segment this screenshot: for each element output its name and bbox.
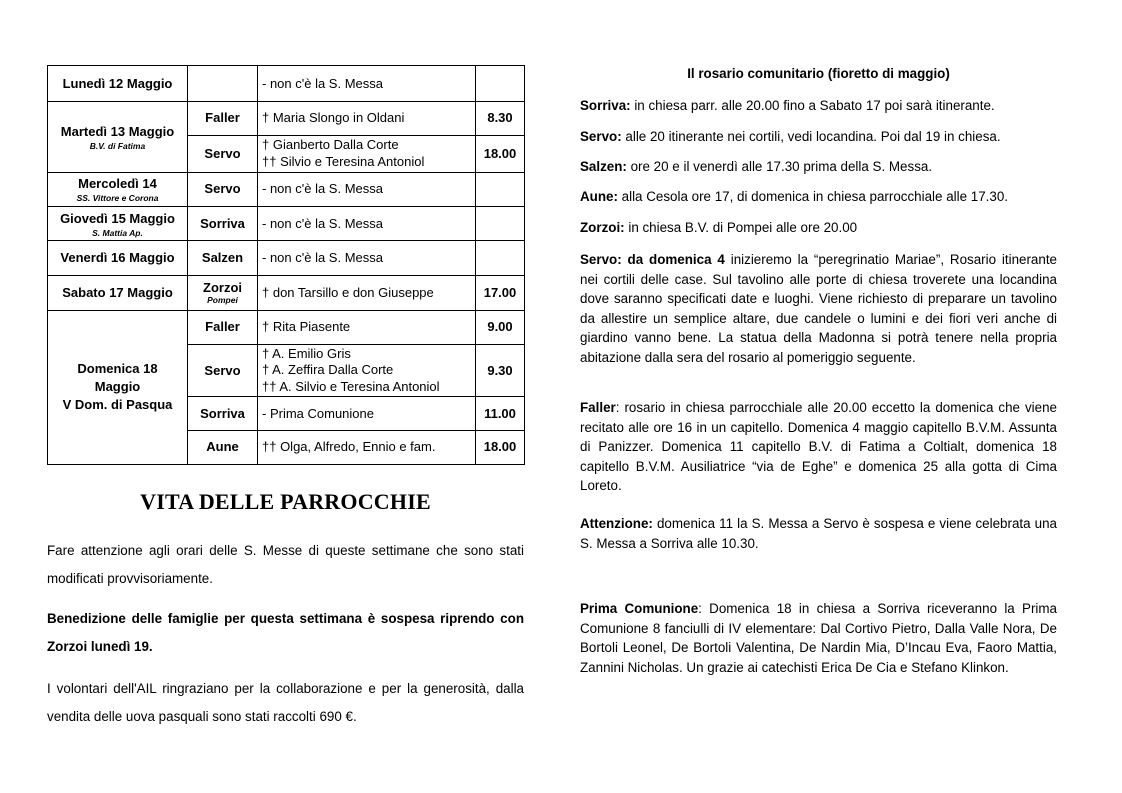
time-cell: 11.00 (476, 397, 525, 430)
table-row (48, 172, 525, 206)
place-cell: Sorriva (188, 397, 258, 430)
intention-cell: - non c'è la S. Messa (258, 207, 476, 241)
time-cell: 18.00 (476, 430, 525, 464)
time-cell: 17.00 (476, 275, 525, 310)
rosary-faller: Faller: rosario in chiesa parrocchiale alle 20.00 eccetto la domenica che viene recitato alle ore 16 in un capitello. Domenica 4 maggio capitello B.V.M. Assunta di Panizzer. Domenica 11 capitello B.V. di Fatima a Coltialt, domenica 18 capitello B.V.M. Ausiliatrice “via de Eghe” e domenica 25 alla gotta di Cima Loreto. (580, 400, 1057, 493)
time-cell: 9.30 (476, 345, 525, 397)
table-row (48, 66, 525, 102)
table-row (48, 241, 525, 275)
day-cell: Mercoledì 14 SS. Vittore e Corona (48, 172, 188, 206)
day-cell: Domenica 18 Maggio V Dom. di Pasqua (48, 310, 188, 464)
rosary-servo: Servo: alle 20 itinerante nei cortili, vedi locandina. Poi dal 19 in chiesa. (580, 129, 1001, 144)
place-cell (188, 66, 258, 102)
day-cell: Lunedì 12 Maggio (48, 66, 188, 102)
table-row (48, 207, 525, 241)
place-cell: Faller (188, 102, 258, 135)
place-cell: Salzen (188, 241, 258, 275)
notice-attenzione: Attenzione: domenica 11 la S. Messa a Servo è sospesa e viene celebrata una S. Messa a Sorriva alle 10.30. (580, 516, 1057, 551)
rosary-title: Il rosario comunitario (fioretto di maggio) (687, 66, 950, 81)
day-cell: Venerdì 16 Maggio (48, 241, 188, 275)
day-cell: Sabato 17 Maggio (48, 275, 188, 310)
time-cell (476, 66, 525, 102)
day-cell: Martedì 13 Maggio B.V. di Fatima (48, 102, 188, 173)
intention-cell: - non c'è la S. Messa (258, 241, 476, 275)
place-cell: Aune (188, 430, 258, 464)
place-cell: Zorzoi Pompei (188, 275, 258, 310)
day-cell: Giovedì 15 Maggio S. Mattia Ap. (48, 207, 188, 241)
place-cell: Servo (188, 135, 258, 172)
time-cell (476, 241, 525, 275)
section-title: VITA DELLE PARROCCHIE (140, 489, 431, 514)
place-cell: Servo (188, 345, 258, 397)
time-cell: 18.00 (476, 135, 525, 172)
intention-cell: - Prima Comunione (258, 397, 476, 430)
time-cell (476, 207, 525, 241)
time-cell: 9.00 (476, 310, 525, 344)
intention-cell: † A. Emilio Gris † A. Zeffira Dalla Corte †† A. Silvio e Teresina Antoniol (258, 345, 476, 397)
table-row (48, 310, 525, 344)
intention-cell: † Rita Piasente (258, 310, 476, 344)
place-cell: Faller (188, 310, 258, 344)
rosary-sorriva: Sorriva: in chiesa parr. alle 20.00 fino a Sabato 17 poi sarà itinerante. (580, 98, 995, 113)
table-row (48, 102, 525, 135)
intention-cell: † Maria Slongo in Oldani (258, 102, 476, 135)
intention-cell: † don Tarsillo e don Giuseppe (258, 275, 476, 310)
notice-blessing-suspended: Benedizione delle famiglie per questa settimana è sospesa riprendo con Zorzoi lunedì 19. (47, 611, 524, 654)
rosary-servo-peregrinatio: Servo: da domenica 4 inizieremo la “peregrinatio Mariae”, Rosario itinerante nei cortili delle case. Sul tavolino alle porte di chiesa troverete una locandina dove saranno specificati date e luoghi. Viene richiesto di preparare un tavolino da allestire un semplice altare, due candele o lumini e dei fiori veri anche di giardino vanno bene. La statua della Madonna si potrà tenere nella propria abitazione dalla sera del rosario al pomeriggio seguente. (580, 252, 1057, 365)
rosary-zorzoi: Zorzoi: in chiesa B.V. di Pompei alle ore 20.00 (580, 220, 858, 235)
table-row (48, 275, 525, 310)
rosary-salzen: Salzen: ore 20 e il venerdì alle 17.30 prima della S. Messa. (580, 159, 933, 174)
rosary-aune: Aune: alla Cesola ore 17, di domenica in chiesa parrocchiale alle 17.30. (580, 189, 1008, 204)
time-cell: 8.30 (476, 102, 525, 135)
place-cell: Sorriva (188, 207, 258, 241)
place-cell: Servo (188, 172, 258, 206)
time-cell (476, 172, 525, 206)
intention-cell: - non c'è la S. Messa (258, 172, 476, 206)
mass-schedule-table (47, 65, 525, 465)
intention-cell: †† Olga, Alfredo, Ennio e fam. (258, 430, 476, 464)
notice-prima-comunione: Prima Comunione: Domenica 18 in chiesa a Sorriva riceveranno la Prima Comunione 8 fanciulli di IV elementare: Dal Cortivo Pietro, Dalla Valle Nora, De Bortoli Leonel, De Bortoli Valentina, De Nardin Mia, D’Incau Eva, Faoro Mattia, Zannini Nicholas. Un grazie ai catechisti Erica De Cia e Stefano Klinkon. (580, 601, 1057, 675)
notice-ail-thanks: I volontari dell'AIL ringraziano per la collaborazione e per la generosità, dalla vendita delle uova pasquali sono stati raccolti 690 €. (47, 681, 524, 724)
intention-cell: † Gianberto Dalla Corte †† Silvio e Teresina Antoniol (258, 135, 476, 172)
notice-schedule-changes: Fare attenzione agli orari delle S. Messe di queste settimane che sono stati modificati provvisoriamente. (47, 543, 524, 586)
intention-cell: - non c'è la S. Messa (258, 66, 476, 102)
